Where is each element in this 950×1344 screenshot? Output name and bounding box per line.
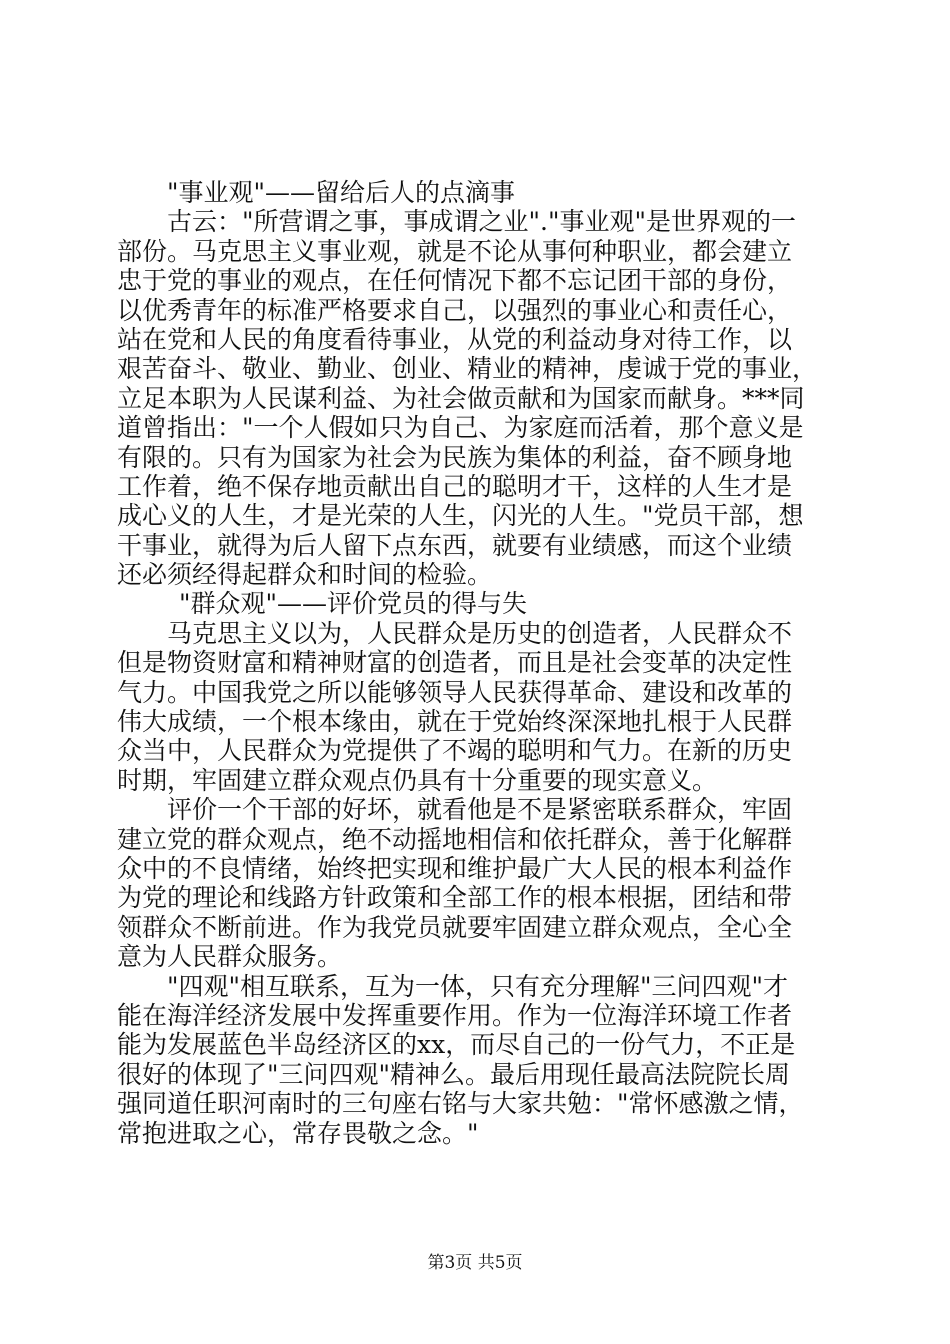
text-line: 气力。中国我党之所以能够领导人民获得革命、建设和改革的 — [117, 677, 793, 707]
document-body — [117, 178, 837, 1148]
text-line: 很好的体现了"三问四观"精神么。最后用现任最高法院院长周 — [117, 1059, 791, 1089]
text-line: 强同道任职河南时的三句座右铭与大家共勉："常怀感激之情， — [117, 1089, 804, 1119]
text-line: 干事业，就得为后人留下点东西，就要有业绩感，而这个业绩 — [117, 530, 793, 560]
text-line: 有限的。只有为国家为社会为民族为集体的利益，奋不顾身地 — [117, 442, 793, 472]
text-line: 还必须经得起群众和时间的检验。 — [117, 560, 493, 590]
text-line: 工作着，绝不保存地贡献出自己的聪明才干，这样的人生才是 — [117, 471, 793, 501]
text-line: 站在党和人民的角度看待事业，从党的利益动身对待工作，以 — [117, 324, 793, 354]
text-line: 伟大成绩，一个根本缘由，就在于党始终深深地扎根于人民群 — [117, 707, 793, 737]
text-line: 道曾指出："一个人假如只为自己、为家庭而活着，那个意义是 — [117, 413, 804, 443]
text-line: 常抱进取之心，常存畏敬之念。" — [117, 1118, 479, 1148]
text-line: 以优秀青年的标准严格要求自己，以强烈的事业心和责任心， — [117, 295, 793, 325]
text-line: 时期，牢固建立群众观点仍具有十分重要的现实意义。 — [117, 765, 718, 795]
section-heading: "群众观"——评价党员的得与失 — [179, 589, 527, 619]
text-line: 建立党的群众观点，绝不动摇地相信和依托群众，善于化解群 — [117, 824, 793, 854]
text-line: 为党的理论和线路方针政策和全部工作的根本根据，团结和带 — [117, 883, 793, 913]
text-line: 但是物资财富和精神财富的创造者，而且是社会变革的决定性 — [117, 648, 793, 678]
text-line: 古云："所营谓之事，事成谓之业"."事业观"是世界观的一 — [167, 207, 796, 237]
text-line: 众当中，人民群众为党提供了不竭的聪明和气力。在新的历史 — [117, 736, 793, 766]
text-line: 评价一个干部的好坏，就看他是不是紧密联系群众，牢固 — [167, 795, 793, 825]
text-line: 能在海洋经济发展中发挥重要作用。作为一位海洋环境工作者 — [117, 1000, 793, 1030]
text-line: 艰苦奋斗、敬业、勤业、创业、精业的精神，虔诚于党的事业， — [117, 354, 818, 384]
text-line: 忠于党的事业的观点，在任何情况下都不忘记团干部的身份， — [117, 266, 793, 296]
text-line: 领群众不断前进。作为我党员就要牢固建立群众观点，全心全 — [117, 912, 793, 942]
text-line: "四观"相互联系，互为一体，只有充分理解"三问四观"才 — [167, 971, 788, 1001]
text-line: 马克思主义以为，人民群众是历史的创造者，人民群众不 — [167, 618, 793, 648]
text-line: 立足本职为人民谋利益、为社会做贡献和为国家而献身。***同 — [117, 383, 805, 413]
text-line: 能为发展蓝色半岛经济区的xx，而尽自己的一份气力，不正是 — [117, 1030, 796, 1060]
page-footer: 第3页 共5页 — [427, 1253, 523, 1273]
text-line: 众中的不良情绪，始终把实现和维护最广大人民的根本利益作 — [117, 853, 793, 883]
text-line: 部份。马克思主义事业观，就是不论从事何种职业，都会建立 — [117, 236, 793, 266]
text-line: 意为人民群众服务。 — [117, 942, 343, 972]
section-heading: "事业观"——留给后人的点滴事 — [167, 178, 515, 207]
text-line: 成心义的人生，才是光荣的人生，闪光的人生。"党员干部，想 — [117, 501, 804, 531]
